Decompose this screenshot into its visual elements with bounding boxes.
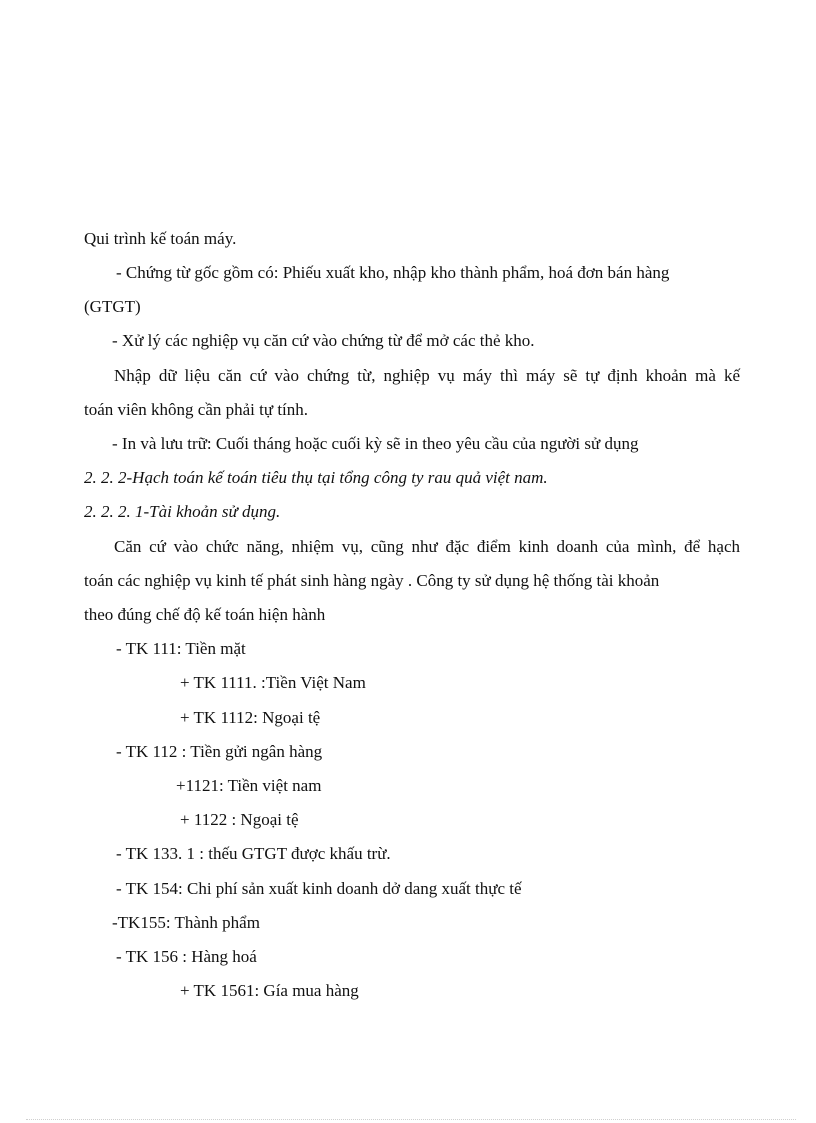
text-line-ke-toan-vien: toán viên không cần phải tự tính.	[84, 400, 309, 419]
account-tk111: - TK 111: Tiền mặt	[116, 639, 246, 658]
footer-divider	[26, 1119, 796, 1120]
account-tk1111: + TK 1111. :Tiền Việt Nam	[180, 673, 366, 692]
account-tk154: - TK 154: Chi phí sản xuất kinh doanh dở dang xuất thực tế	[116, 879, 522, 898]
text-line-hach-toan-nghiep-vu: toán các nghiệp vụ kinh tế phát sinh hàng ngày . Công ty sử dụng hệ thống tài khoản	[84, 571, 660, 590]
text-line-che-do: theo đúng chế độ kế toán hiện hành	[84, 605, 326, 624]
text-line-chung-tu-goc: - Chứng từ gốc gồm có: Phiếu xuất kho, nhập kho thành phẩm, hoá đơn bán hàng	[116, 263, 670, 282]
account-tk156: - TK 156 : Hàng hoá	[116, 947, 257, 966]
text-line-xu-ly-nghiep-vu: - Xử lý các nghiệp vụ căn cứ vào chứng từ để mở các thẻ kho.	[112, 331, 535, 350]
text-line-nhap-du-lieu: Nhập dữ liệu căn cứ vào chứng từ, nghiệp vụ máy thì máy sẽ tự định khoản mà kế	[114, 366, 740, 385]
text-line-qui-trinh: Qui trình kế toán máy.	[84, 229, 237, 248]
account-tk112: - TK 112 : Tiền gửi ngân hàng	[116, 742, 323, 761]
text-line-gtgt: (GTGT)	[84, 297, 141, 316]
account-1122: + 1122 : Ngoại tệ	[180, 810, 299, 829]
account-tk1561: + TK 1561: Gía mua hàng	[180, 981, 359, 1000]
section-heading-hach-toan: 2. 2. 2-Hạch toán kế toán tiêu thụ tại tổng công ty rau quả việt nam.	[84, 468, 548, 487]
account-tk1112: + TK 1112: Ngoại tệ	[180, 708, 321, 727]
account-1121: +1121: Tiền việt nam	[176, 776, 322, 795]
section-heading-tai-khoan: 2. 2. 2. 1-Tài khoản sử dụng.	[84, 502, 281, 521]
text-line-in-va-luu-tru: - In và lưu trữ: Cuối tháng hoặc cuối kỳ sẽ in theo yêu cầu của người sử dụng	[112, 434, 639, 453]
account-tk155: -TK155: Thành phẩm	[112, 913, 260, 932]
text-line-can-cu: Căn cứ vào chức năng, nhiệm vụ, cũng như đặc điểm kinh doanh của mình, để hạch	[114, 537, 740, 556]
account-tk1331: - TK 133. 1 : thếu GTGT được khấu trừ.	[116, 844, 391, 863]
